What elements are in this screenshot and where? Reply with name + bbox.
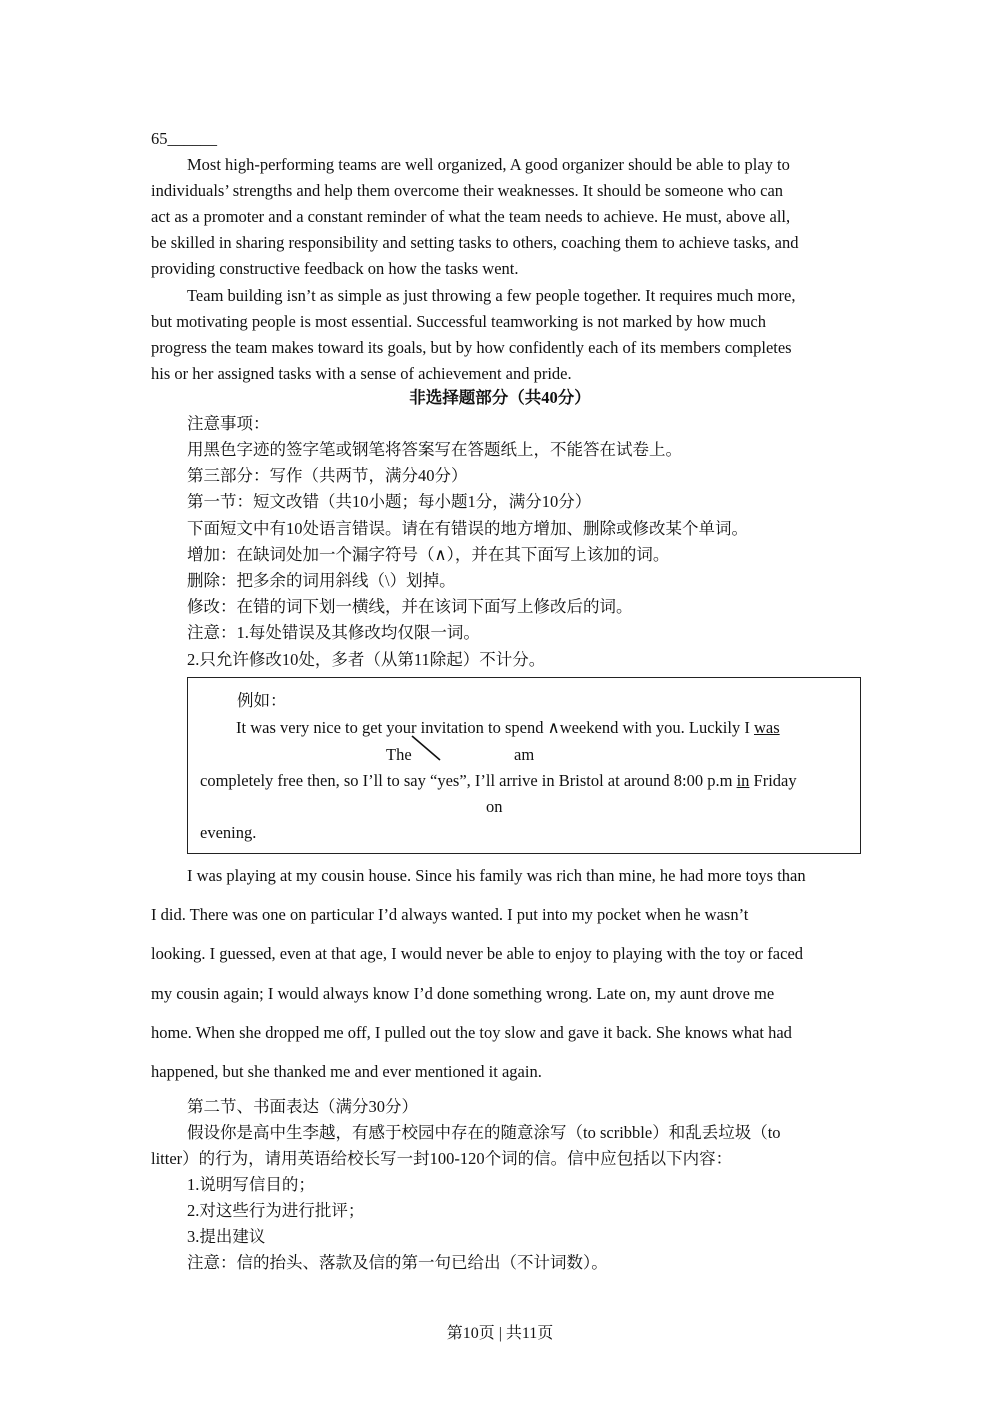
- instruction-line: 增加：在缺词处加一个漏字符号（∧），并在其下面写上该加的词。: [187, 545, 670, 564]
- passage-line: Most high-performing teams are well organized, A good organizer should be able to play to: [187, 155, 790, 174]
- writing-prompt: 假设你是高中生李越，有感于校园中存在的随意涂写（to scribble）和乱丢垃圾（to: [187, 1123, 781, 1142]
- example-text: weekend with you. Luckily I: [559, 718, 754, 737]
- example-line-2: [200, 771, 797, 791]
- writing-heading: 第二节、书面表达（满分30分）: [187, 1097, 418, 1116]
- passage-line: be skilled in sharing responsibility and setting tasks to others, coaching them to achieve tasks, and: [151, 233, 799, 252]
- passage-line: individuals’ strengths and help them overcome their weaknesses. It should be someone who can: [151, 181, 784, 200]
- error-passage-line: home. When she dropped me off, I pulled out the toy slow and gave it back. She knows what had: [151, 1023, 792, 1042]
- writing-prompt: litter）的行为，请用英语给校长写一封100-120个词的信。信中应包括以下内容：: [151, 1149, 733, 1168]
- correction-on: on: [486, 797, 503, 816]
- error-passage-line: I did. There was one on particular I’d always wanted. I put into my pocket when he wasn’t: [151, 905, 749, 924]
- underlined-word: in: [736, 771, 750, 790]
- instruction-line: 注意事项：: [187, 414, 270, 433]
- instruction-line: 修改：在错的词下划一横线，并在该词下面写上修改后的词。: [187, 597, 633, 616]
- example-text: It was very nice to get: [236, 718, 387, 737]
- correction-the: The: [386, 745, 412, 764]
- example-text: Friday: [749, 771, 797, 790]
- error-passage-line: looking. I guessed, even at that age, I would never be able to enjoy to playing with the toy or faced: [151, 944, 804, 963]
- example-text: completely free then, so I’ll to say “yes”, I’ll arrive in Bristol at around 8:00 p.m: [200, 771, 737, 790]
- error-passage-line: I was playing at my cousin house. Since his family was rich than mine, he had more toys than: [187, 866, 806, 885]
- question-number: 65______: [151, 129, 217, 148]
- section-title: 非选择题部分（共40分）: [409, 388, 591, 407]
- writing-point: 2.对这些行为进行批评；: [187, 1201, 365, 1220]
- example-line-3: evening.: [200, 823, 257, 842]
- correction-am: am: [514, 745, 535, 764]
- instruction-line: 删除：把多余的词用斜线（\）划掉。: [187, 571, 456, 590]
- writing-note: 注意：信的抬头、落款及信的第一句已给出（不计词数）。: [187, 1253, 608, 1272]
- instruction-line: 第一节：短文改错（共10小题；每小题1分，满分10分）: [187, 492, 592, 511]
- passage-line: but motivating people is most essential. Successful teamworking is not marked by how much: [151, 312, 766, 331]
- example-label: 例如：: [237, 691, 287, 710]
- strike-slash: [410, 733, 444, 763]
- passage-line: Team building isn’t as simple as just throwing a few people together. It requires much more,: [187, 286, 796, 305]
- passage-line: providing constructive feedback on how the tasks went.: [151, 259, 519, 278]
- example-line-1: [236, 718, 780, 738]
- caret-mark: ∧: [547, 718, 560, 737]
- example-box: [187, 677, 861, 854]
- error-passage-line: my cousin again; I would always know I’d done something wrong. Late on, my aunt drove me: [151, 984, 775, 1003]
- instruction-line: 用黑色字迹的签字笔或钢笔将答案写在答题纸上，不能答在试卷上。: [187, 440, 682, 459]
- passage-line: his or her assigned tasks with a sense of achievement and pride.: [151, 364, 572, 383]
- page-footer: 第10页 | 共11页: [446, 1325, 554, 1342]
- writing-point: 1.说明写信目的；: [187, 1175, 315, 1194]
- instruction-line: 第三部分：写作（共两节，满分40分）: [187, 466, 468, 485]
- underlined-word: was: [753, 718, 780, 737]
- passage-line: act as a promoter and a constant reminder of what the team needs to achieve. He must, above all,: [151, 207, 791, 226]
- example-text: invitation to spend: [416, 718, 548, 737]
- instruction-line: 下面短文中有10处语言错误。请在有错误的地方增加、删除或修改某个单词。: [187, 519, 748, 538]
- instruction-line: 2.只允许修改10处，多者（从第11除起）不计分。: [187, 650, 546, 669]
- instruction-line: 注意：1.每处错误及其修改均仅限一词。: [187, 623, 480, 642]
- struck-word: your: [386, 718, 417, 737]
- writing-point: 3.提出建议: [187, 1227, 266, 1246]
- error-passage-line: happened, but she thanked me and ever mentioned it again.: [151, 1062, 542, 1081]
- passage-line: progress the team makes toward its goals, but by how confidently each of its members completes: [151, 338, 792, 357]
